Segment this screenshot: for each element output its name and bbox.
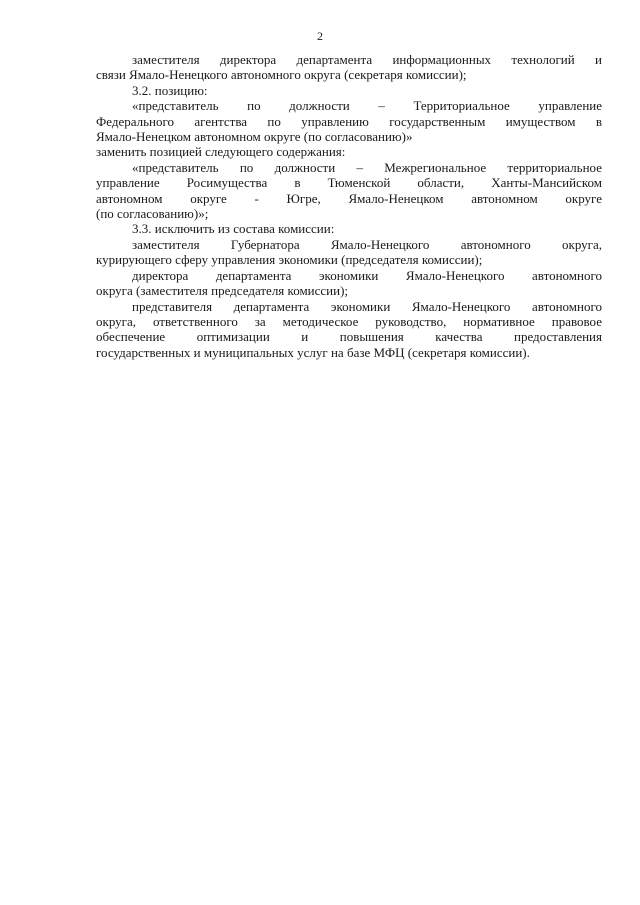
text-line: связи Ямало-Ненецкого автономного округа (секретаря комиссии);: [96, 67, 467, 83]
text-line: (по согласованию)»;: [96, 206, 209, 222]
paragraph-economics-representative: [96, 299, 602, 361]
text-line: округа, ответственного за методическое руководство, нормативное правовое: [96, 313, 602, 329]
text-line: «представитель по должности – Межрегиональное территориальное: [132, 159, 602, 175]
text-line: заместителя директора департамента информационных технологий и: [132, 52, 602, 67]
text-line: заменить позицией следующего содержания:: [96, 144, 346, 160]
paragraph-replace-with: [96, 144, 602, 159]
text-line: государственных и муниципальных услуг на базе МФЦ (секретаря комиссии).: [96, 344, 530, 360]
paragraph-deputy-governor: [96, 237, 602, 268]
text-line: «представитель по должности – Территориальное управление: [132, 98, 602, 114]
paragraph-new-position: [96, 160, 602, 222]
paragraph-deputy-director-it: [96, 52, 602, 83]
text-line: обеспечение оптимизации и повышения качества предоставления: [96, 329, 602, 345]
text-line: управление Росимущества в Тюменской области, Ханты-Мансийском: [96, 175, 602, 191]
paragraph-economics-director: [96, 268, 602, 299]
page-number: 2: [317, 29, 323, 43]
text-line: автономном округе - Югре, Ямало-Ненецком автономном округе: [96, 190, 602, 206]
text-line: 3.3. исключить из состава комиссии:: [132, 221, 335, 237]
document-body: [96, 52, 602, 360]
text-line: курирующего сферу управления экономики (председателя комиссии);: [96, 252, 483, 268]
paragraph-item-3-2: [96, 83, 602, 98]
text-line: заместителя Губернатора Ямало-Ненецкого автономного округа,: [132, 236, 602, 252]
text-line: представителя департамента экономики Ямало-Ненецкого автономного: [132, 298, 602, 314]
text-line: 3.2. позицию:: [132, 82, 208, 98]
paragraph-item-3-3: [96, 221, 602, 236]
text-line: округа (заместителя председателя комиссии);: [96, 283, 349, 299]
paragraph-old-position: [96, 98, 602, 144]
text-line: Ямало-Ненецком автономном округе (по согласованию)»: [96, 129, 413, 145]
text-line: директора департамента экономики Ямало-Ненецкого автономного: [132, 267, 602, 283]
text-line: Федерального агентства по управлению государственным имуществом в: [96, 113, 602, 129]
